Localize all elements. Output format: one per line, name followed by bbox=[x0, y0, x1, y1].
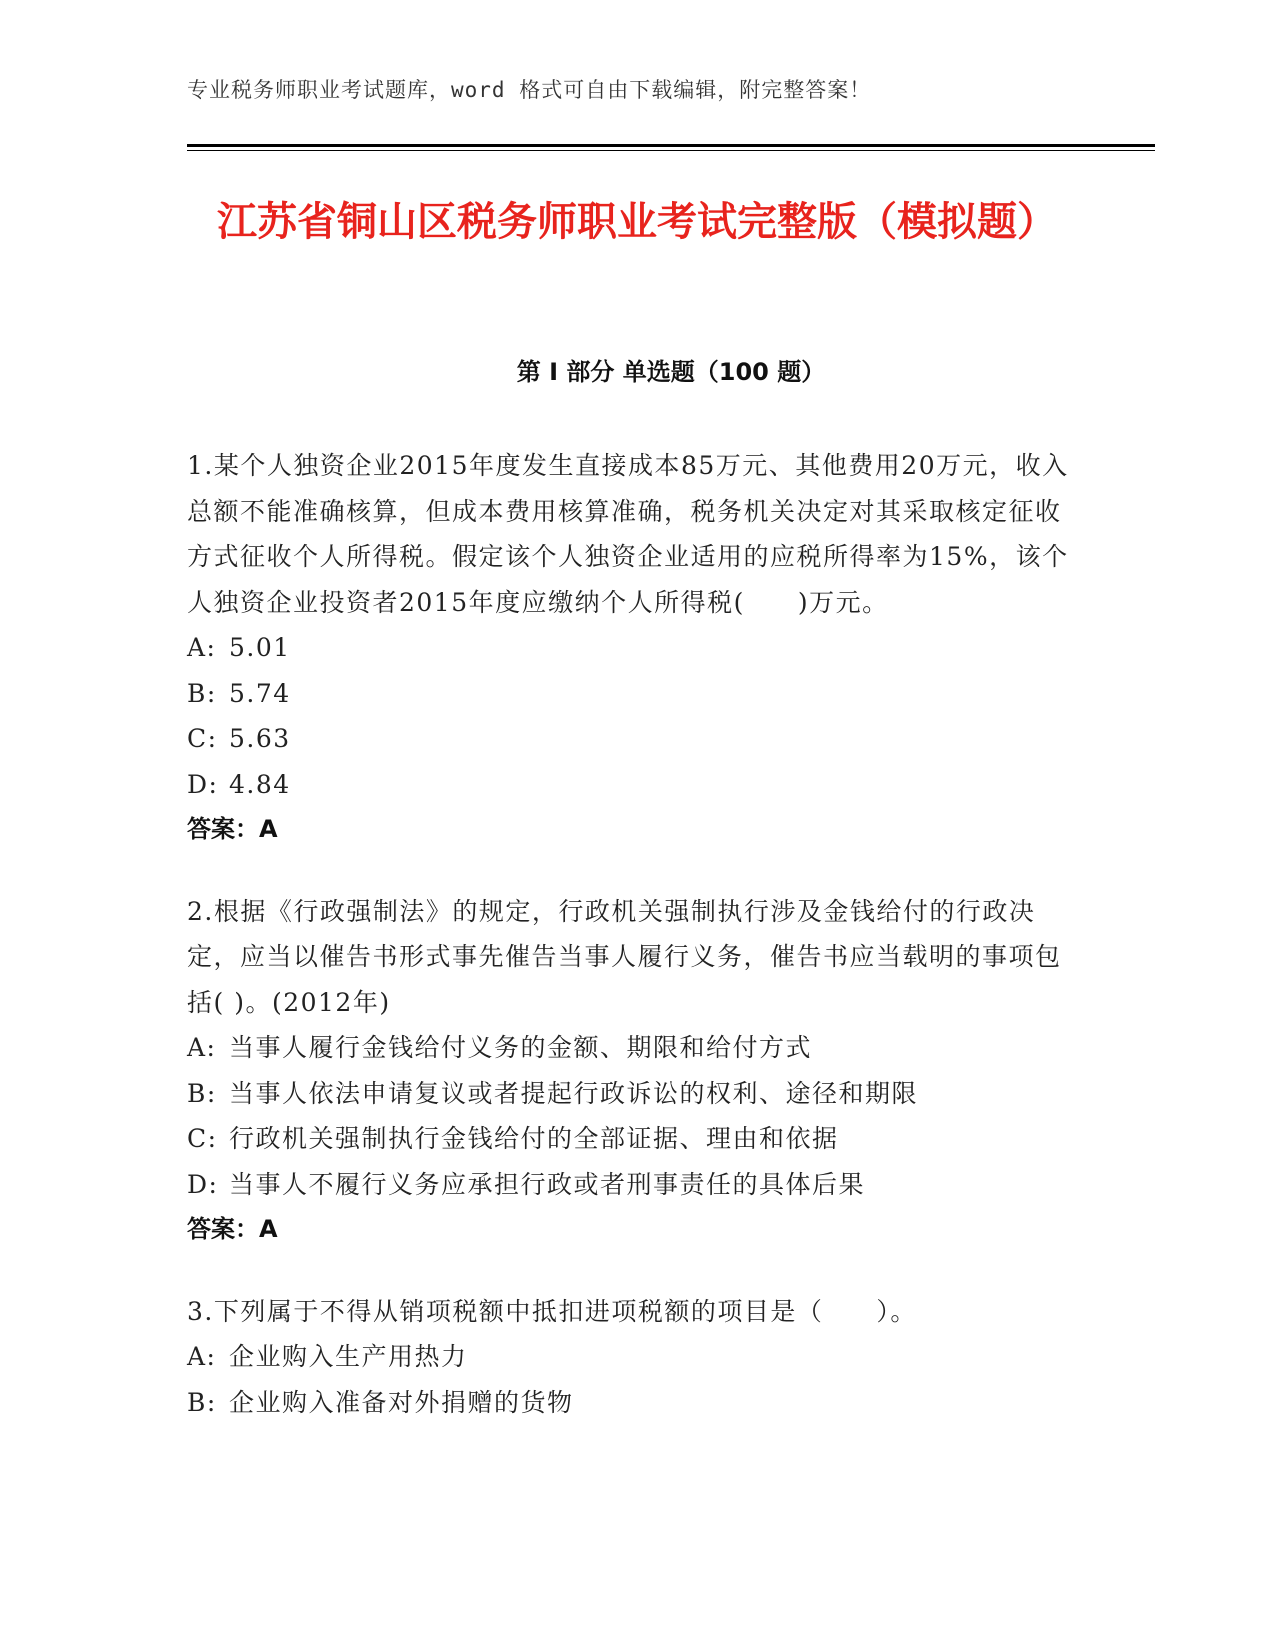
option-text: 5.63 bbox=[229, 724, 291, 753]
question-stem: 1.某个人独资企业2015年度发生直接成本85万元、其他费用20万元，收入总额不能准确核算，但成本费用核算准确，税务机关决定对其采取核定征收方式征收个人所得税。假定该个人独资企业适用的应税所得率为15%，该个人独资企业投资者2015年度应缴纳个人所得税( )万元。 bbox=[187, 451, 1069, 617]
answer-value: A bbox=[259, 1215, 278, 1243]
option-key: D: bbox=[187, 769, 219, 799]
question-3 bbox=[187, 1289, 1087, 1426]
option-key: C: bbox=[187, 724, 218, 753]
option-key: A: bbox=[187, 1033, 217, 1062]
option-b bbox=[187, 671, 1087, 717]
option-key: B: bbox=[187, 1078, 217, 1108]
option-key: A: bbox=[187, 1342, 217, 1371]
option-key: C: bbox=[187, 1124, 218, 1153]
option-text: 行政机关强制执行金钱给付的全部证据、理由和依据 bbox=[229, 1124, 839, 1153]
question-stem: 3.下列属于不得从销项税额中抵扣进项税额的项目是（ ）。 bbox=[187, 1296, 917, 1326]
answer-line bbox=[187, 807, 1087, 853]
option-key: B: bbox=[187, 1387, 217, 1417]
answer-value: A bbox=[259, 815, 278, 843]
option-d bbox=[187, 762, 1087, 808]
question-stem: 2.根据《行政强制法》的规定，行政机关强制执行涉及金钱给付的行政决定，应当以催告书形式事先催告当事人履行义务，催告书应当载明的事项包括( )。(2012年) bbox=[187, 896, 1062, 1017]
option-a bbox=[187, 1025, 1087, 1071]
option-key: A: bbox=[187, 633, 217, 662]
header-note: 专业税务师职业考试题库，word 格式可自由下载编辑，附完整答案！ bbox=[187, 78, 872, 102]
option-text: 4.84 bbox=[229, 769, 291, 799]
option-b bbox=[187, 1071, 1087, 1117]
option-c bbox=[187, 716, 1087, 762]
answer-label: 答案： bbox=[187, 1215, 259, 1243]
option-text: 企业购入生产用热力 bbox=[229, 1342, 468, 1371]
answer-label: 答案： bbox=[187, 815, 259, 843]
section-title: 第 I 部分 单选题（100 题） bbox=[516, 358, 826, 386]
question-2 bbox=[187, 889, 1087, 1253]
header-divider-thin bbox=[187, 150, 1155, 151]
option-a bbox=[187, 1334, 1087, 1380]
answer-line bbox=[187, 1207, 1087, 1253]
option-key: D: bbox=[187, 1169, 219, 1199]
document-title: 江苏省铜山区税务师职业考试完整版（模拟题） bbox=[217, 199, 1057, 245]
question-1 bbox=[187, 443, 1087, 853]
option-text: 5.74 bbox=[229, 678, 291, 708]
option-text: 当事人依法申请复议或者提起行政诉讼的权利、途径和期限 bbox=[229, 1078, 919, 1108]
header-divider bbox=[187, 144, 1155, 147]
option-text: 5.01 bbox=[229, 633, 291, 662]
option-text: 当事人履行金钱给付义务的金额、期限和给付方式 bbox=[229, 1033, 813, 1062]
option-text: 当事人不履行义务应承担行政或者刑事责任的具体后果 bbox=[229, 1169, 866, 1199]
option-c bbox=[187, 1116, 1087, 1162]
option-d bbox=[187, 1162, 1087, 1208]
option-text: 企业购入准备对外捐赠的货物 bbox=[229, 1387, 574, 1417]
option-b bbox=[187, 1380, 1087, 1426]
option-a bbox=[187, 625, 1087, 671]
option-key: B: bbox=[187, 678, 217, 708]
question-list bbox=[187, 443, 1087, 1461]
